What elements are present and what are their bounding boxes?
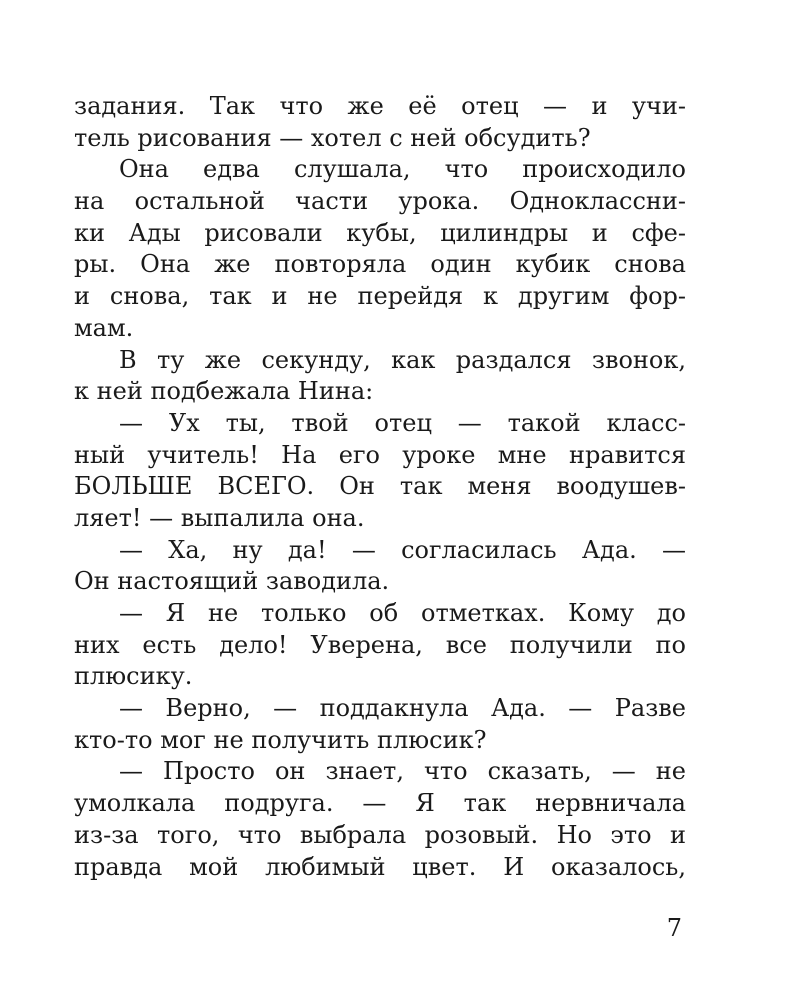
text-line: — Ха, ну да! — согласилась Ада. — (119, 535, 686, 564)
text-line: — Просто он знает, что сказать, — не (119, 757, 686, 786)
text-line: умолкала подруга. — Я так нервничала (74, 789, 686, 818)
text-line: и снова, так и не перейдя к другим фор- (74, 282, 686, 311)
text-line: плюсику. (74, 662, 193, 691)
body-text (74, 91, 686, 883)
text-line: ный учитель! На его уроке мне нравится (74, 440, 686, 469)
text-line: к ней подбежала Нина: (74, 377, 374, 406)
text-line: — Верно, — поддакнула Ада. — Разве (119, 694, 686, 723)
text-line: мам. (74, 313, 134, 342)
text-line: — Я не только об отметках. Кому до (119, 599, 686, 627)
text-line: ки Ады рисовали кубы, цилиндры и сфе- (74, 218, 686, 247)
text-line: Он настоящий заводила. (74, 567, 390, 596)
text-line: из-за того, что выбрала розовый. Но это и (74, 820, 686, 849)
text-line: кто-то мог не получить плюсик? (74, 725, 487, 754)
text-line: на остальной части урока. Одноклассни- (74, 187, 686, 216)
text-line: БОЛЬШЕ ВСЕГО. Он так меня воодушев- (74, 472, 686, 501)
text-line: ры. Она же повторяла один кубик снова (74, 250, 686, 279)
text-line: них есть дело! Уверена, все получили по (74, 630, 686, 659)
text-line: правда мой любимый цвет. И оказалось, (74, 852, 686, 881)
text-line: тель рисования — хотел с ней обсудить? (74, 123, 591, 152)
text-line: ляет! — выпалила она. (74, 503, 365, 532)
text-line: — Ух ты, твой отец — такой класс- (119, 408, 686, 437)
text-line: задания. Так что же её отец — и учи- (74, 92, 686, 120)
text-line: В ту же секунду, как раздался звонок, (119, 345, 686, 374)
text-line: Она едва слушала, что происходило (119, 155, 686, 184)
page-number: 7 (666, 914, 682, 942)
